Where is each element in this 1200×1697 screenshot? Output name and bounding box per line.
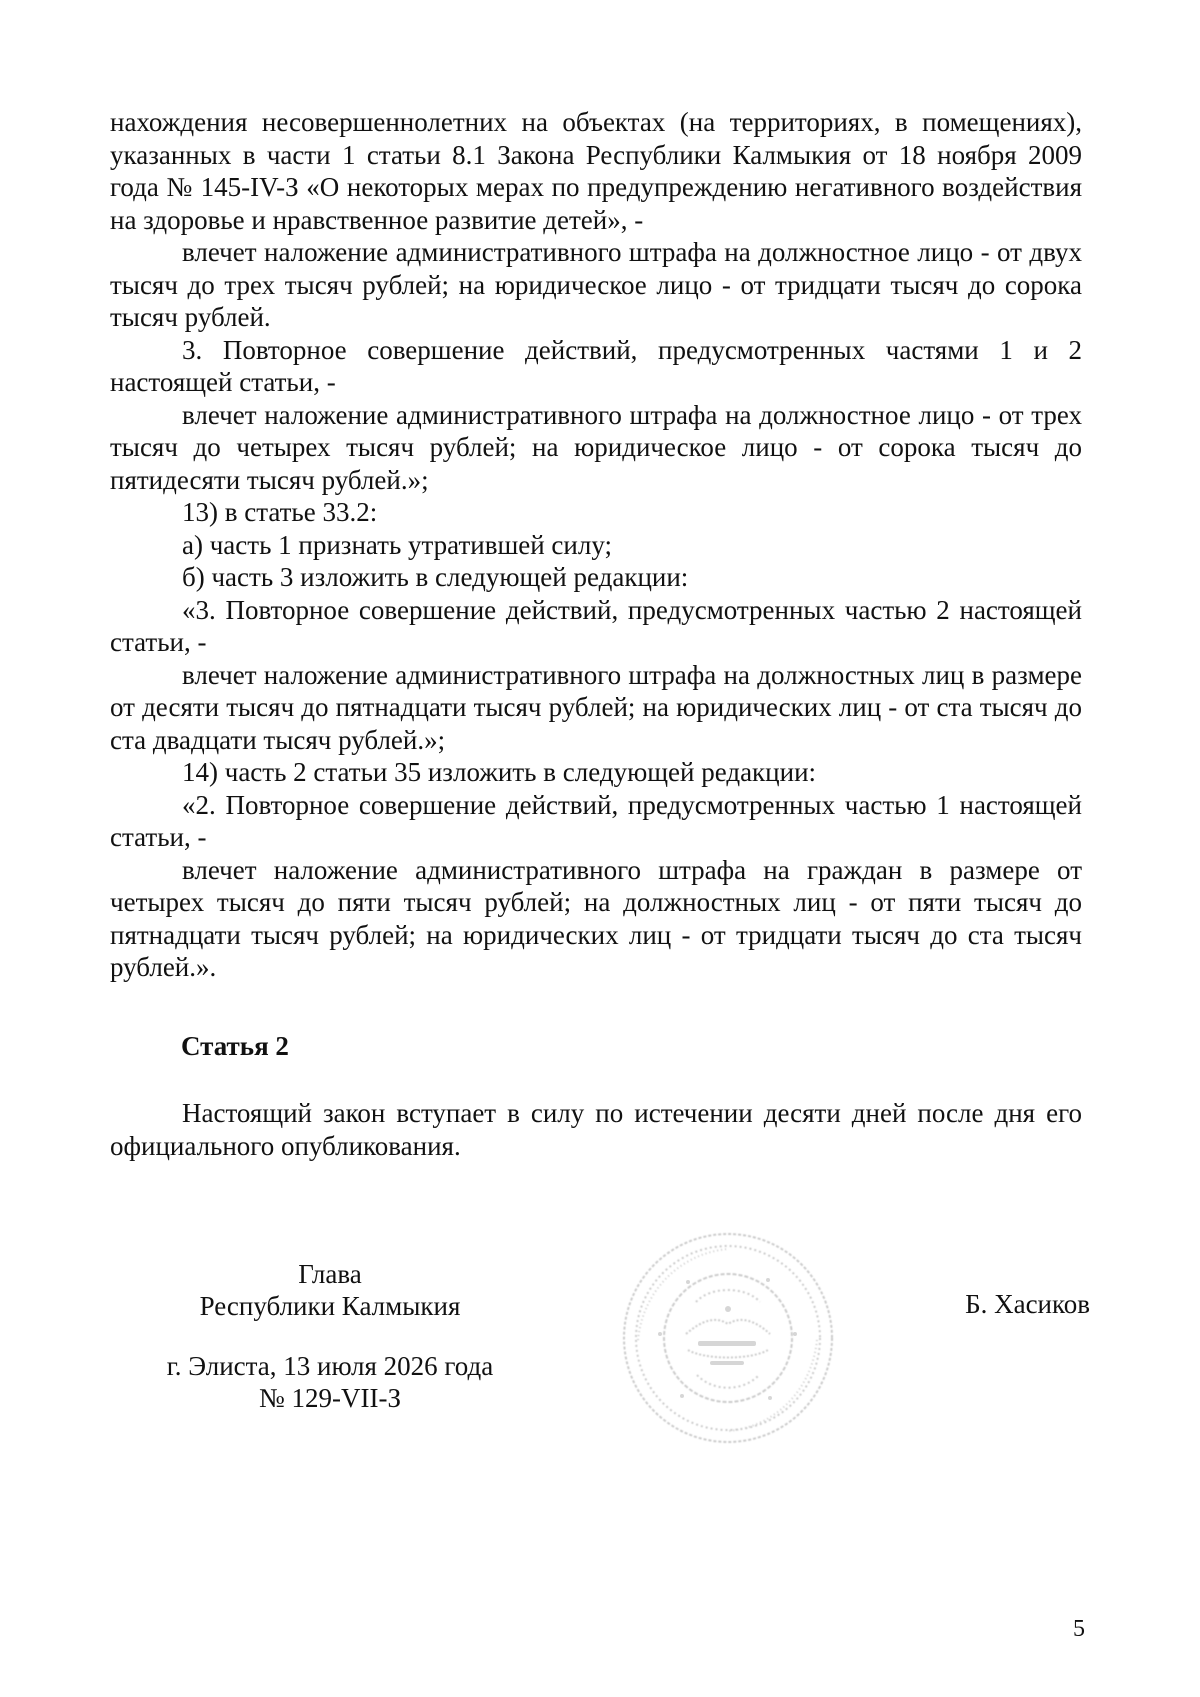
signatory-name: Б. Хасиков	[965, 1289, 1090, 1319]
paragraph-item-a: а) часть 1 признать утратившей силу;	[182, 529, 612, 560]
seal-icon	[612, 1222, 844, 1454]
signatory-title-line-2: Республики Калмыкия	[199, 1291, 461, 1321]
paragraph-item-13: 13) в статье 33.2:	[182, 497, 378, 527]
page-number: 5	[1073, 1616, 1085, 1642]
paragraph-penalty-1: влечет наложение административного штрафа на должностное лицо - от двух тысяч до трех тысяч рублей; на юридическое лицо - от тридцати тысяч до сорока тысяч рублей.	[110, 237, 1082, 332]
paragraph-continuation: нахождения несовершеннолетних на объектах (на территориях, в помещениях), указанных в части 1 статьи 8.1 Закона Республики Калмыкия от 18 ноября 2009 года № 145-IV-З «О некоторых мерах по предупреждению негативного воздействия на здоровье и нравственное развитие детей», -	[110, 107, 1082, 235]
paragraph-item-14: 14) часть 2 статьи 35 изложить в следующей редакции:	[182, 757, 817, 787]
article-heading: Статья 2	[181, 1031, 289, 1061]
signatory-title-line-1: Глава	[298, 1259, 362, 1289]
paragraph-penalty-4: влечет наложение административного штрафа на граждан в размере от четырех тысяч до пяти тысяч рублей; на должностных лиц - от пяти тысяч до пятнадцати тысяч рублей; на юридических лиц - от тридцати тысяч до ста тысяч рублей.».	[110, 854, 1082, 982]
paragraph-penalty-2: влечет наложение административного штрафа на должностное лицо - от трех тысяч до четырех тысяч рублей; на юридическое лицо - от сорока тысяч до пятидесяти тысяч рублей.»;	[110, 399, 1082, 495]
paragraph-penalty-3: влечет наложение административного штрафа на должностных лиц в размере от десяти тысяч до пятнадцати тысяч рублей; на юридических лиц - от ста тысяч до ста двадцати тысяч рублей.»;	[110, 659, 1082, 755]
paragraph-item-b: б) часть 3 изложить в следующей редакции:	[182, 562, 689, 592]
signatory-title	[180, 1258, 480, 1322]
article-text	[110, 1097, 1082, 1162]
effective-date-paragraph: Настоящий закон вступает в силу по истечении десяти дней после дня его официального опубликования.	[110, 1098, 1082, 1161]
signature-date: г. Элиста, 13 июля 2026 года	[166, 1351, 494, 1381]
paragraph-quote-2: «2. Повторное совершение действий, предусмотренных частью 1 настоящей статьи, -	[110, 789, 1082, 852]
law-number: № 129-VII-З	[258, 1383, 401, 1413]
paragraph-repeat-violation: 3. Повторное совершение действий, предусмотренных частями 1 и 2 настоящей статьи, -	[110, 334, 1082, 397]
paragraph-quote-3: «3. Повторное совершение действий, предусмотренных частью 2 настоящей статьи, -	[110, 594, 1082, 657]
law-amendments-text	[110, 106, 1082, 984]
signature-place-date	[150, 1350, 510, 1414]
